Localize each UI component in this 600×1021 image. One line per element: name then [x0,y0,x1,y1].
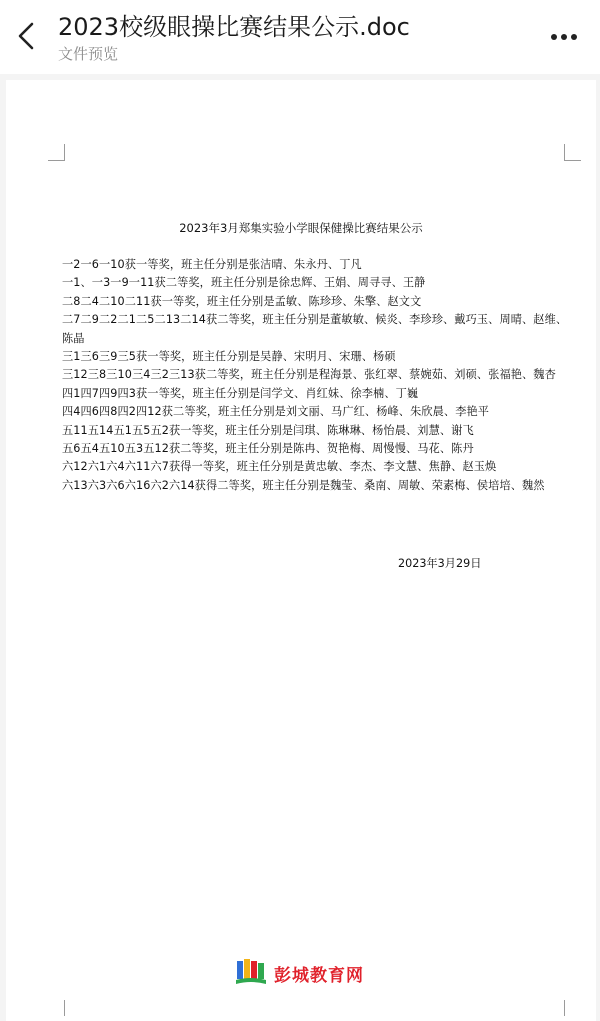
document-line: 三12三8三10三4三2三13获二等奖，班主任分别是程海景、张红翠、蔡婉茹、刘硕、张福艳、魏杏 [62,368,556,382]
document-line: 三1三6三9三5获一等奖，班主任分别是吴静、宋明月、宋珊、杨硕 [62,350,396,364]
document-line: 四1四7四9四3获一等奖，班主任分别是闫学文、肖红妹、徐李楠、丁巍 [62,386,419,400]
more-horizontal-icon [542,22,586,52]
book-logo-icon [234,958,268,988]
watermark-text: 彭城教育网 [274,965,364,986]
document-line: 五11五14五1五5五2获一等奖，班主任分别是闫琪、陈琳琳、杨怡晨、刘慧、谢飞 [62,423,474,437]
watermark [234,958,364,988]
page-corner-mark [48,1000,65,1016]
document-date: 2023年3月29日 [398,557,482,570]
file-subtitle: 文件预览 [58,45,119,63]
document-line: 四4四6四8四2四12获二等奖，班主任分别是刘文丽、马广红、杨峰、朱欣晨、李艳平 [62,405,490,419]
document-line: 一1、一3一9一11获二等奖，班主任分别是徐忠辉、王娟、周寻寻、王静 [62,276,426,290]
document-line: 一2一6一10获一等奖，班主任分别是张洁晴、朱永丹、丁凡 [62,258,362,271]
document-page[interactable] [6,80,596,1021]
document-line: 五6五4五10五3五12获二等奖，班主任分别是陈冉、贺艳梅、周慢慢、马花、陈丹 [62,442,474,456]
page-corner-mark [48,144,65,161]
page-corner-mark [564,144,581,161]
document-line: 二7二9二2二1二5二13二14获二等奖，班主任分别是董敏敏、候炎、李珍珍、戴巧玉、周晴、赵维、陈晶 [62,313,568,345]
document-body [62,256,576,495]
back-button[interactable] [10,16,46,56]
document-line: 六12六1六4六11六7获得一等奖，班主任分别是黄忠敏、李杰、李文慧、焦静、赵玉焕 [62,460,497,474]
chevron-left-icon [10,16,46,56]
page-corner-mark [564,1000,581,1016]
header-bar [0,0,600,74]
more-options-button[interactable] [542,22,586,52]
file-title: 2023校级眼操比赛结果公示.doc [58,13,410,41]
document-line: 六13六3六6六16六2六14获得二等奖，班主任分别是魏莹、桑南、周敏、荣素梅、侯培培、魏然 [62,478,545,492]
document-line: 二8二4二10二11获一等奖，班主任分别是孟敏、陈珍珍、朱擎、赵文文 [62,294,422,308]
document-title: 2023年3月郑集实验小学眼保健操比赛结果公示 [179,221,423,235]
